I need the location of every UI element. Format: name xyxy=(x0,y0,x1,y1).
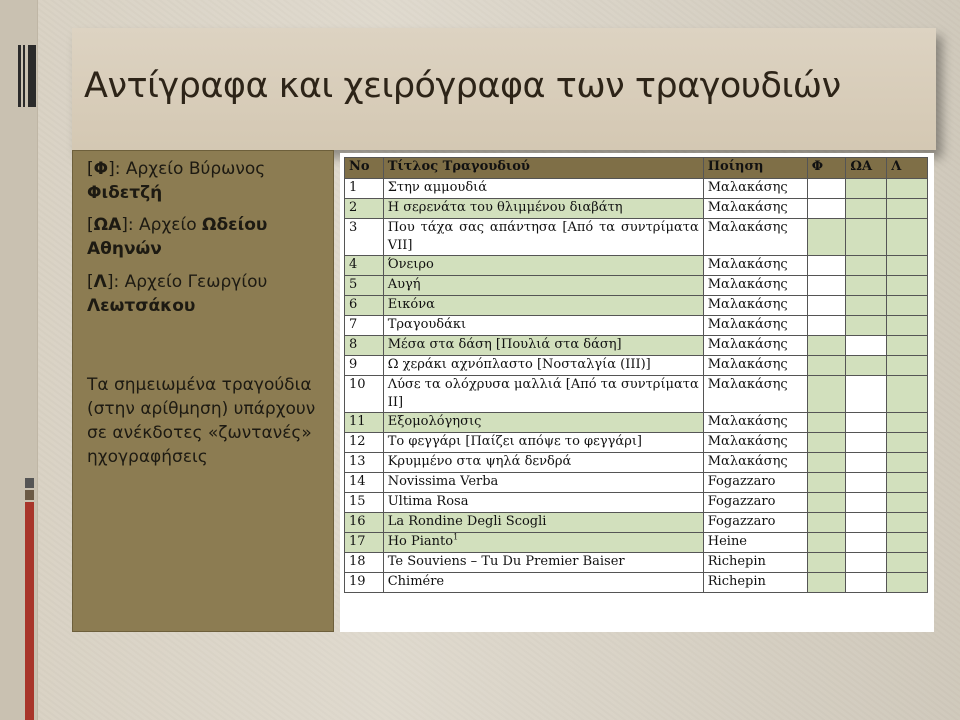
song-title-text: Τραγουδάκι xyxy=(387,317,467,332)
song-poet: Fogazzaro xyxy=(703,513,807,533)
table-row xyxy=(345,473,928,493)
archive-cell-l xyxy=(887,413,928,433)
row-number: 7 xyxy=(345,316,384,336)
song-title xyxy=(383,276,703,296)
archive-cell-l xyxy=(887,513,928,533)
archive-cell-oa xyxy=(846,336,887,356)
archive-cell-oa xyxy=(846,513,887,533)
song-title xyxy=(383,356,703,376)
archive-cell-l xyxy=(887,276,928,296)
archive-cell-phi xyxy=(807,296,846,316)
table-row xyxy=(345,453,928,473)
row-number: 15 xyxy=(345,493,384,513)
column-header-title: Τίτλος Τραγουδιού xyxy=(383,158,703,179)
song-title xyxy=(383,219,703,256)
archive-cell-oa xyxy=(846,493,887,513)
song-poet: Μαλακάσης xyxy=(703,433,807,453)
table-row xyxy=(345,336,928,356)
table-row xyxy=(345,219,928,256)
song-poet: Heine xyxy=(703,533,807,553)
legend-item-l: [Λ]: Αρχείο Γεωργίου Λεωτσάκου xyxy=(87,271,268,316)
archive-cell-l xyxy=(887,179,928,199)
archive-cell-oa xyxy=(846,413,887,433)
song-poet: Μαλακάσης xyxy=(703,413,807,433)
song-title-text: Κρυμμένο στα ψηλά δενδρά xyxy=(387,454,572,469)
song-poet: Μαλακάσης xyxy=(703,336,807,356)
row-number: 12 xyxy=(345,433,384,453)
archive-cell-l xyxy=(887,473,928,493)
song-title-text: Ultima Rosa xyxy=(387,494,469,509)
archive-cell-l xyxy=(887,356,928,376)
archive-cell-phi xyxy=(807,433,846,453)
table-row xyxy=(345,553,928,573)
legend-code-oa: ΩΑ xyxy=(93,215,122,236)
archive-cell-oa xyxy=(846,376,887,413)
song-title xyxy=(383,336,703,356)
song-poet: Fogazzaro xyxy=(703,473,807,493)
song-poet: Fogazzaro xyxy=(703,493,807,513)
table-header-row xyxy=(345,158,928,179)
song-title-text: Στην αμμουδιά xyxy=(387,180,488,195)
song-poet: Μαλακάσης xyxy=(703,199,807,219)
legend-archive-name: Ωδείου Αθηνών xyxy=(87,215,268,260)
row-number: 14 xyxy=(345,473,384,493)
archive-cell-l xyxy=(887,533,928,553)
archive-cell-l xyxy=(887,256,928,276)
archive-cell-phi xyxy=(807,533,846,553)
archive-cell-oa xyxy=(846,573,887,593)
song-title-text: Ω χεράκι αχνόπλαστο [Νοσταλγία (ΙΙΙ)] xyxy=(387,357,651,372)
archive-cell-oa xyxy=(846,296,887,316)
song-title-text: Εξομολόγησις xyxy=(387,414,482,429)
archive-cell-phi xyxy=(807,473,846,493)
song-poet: Μαλακάσης xyxy=(703,219,807,256)
archive-cell-oa xyxy=(846,276,887,296)
archive-cell-l xyxy=(887,296,928,316)
archive-cell-l xyxy=(887,219,928,256)
archive-cell-phi xyxy=(807,493,846,513)
song-title xyxy=(383,573,703,593)
table-row xyxy=(345,256,928,276)
archive-cell-phi xyxy=(807,513,846,533)
table-row xyxy=(345,513,928,533)
row-number: 9 xyxy=(345,356,384,376)
legend-code-phi: Φ xyxy=(93,159,109,179)
row-number: 18 xyxy=(345,553,384,573)
song-title xyxy=(383,376,703,413)
legend-archive-name: Φιδετζή xyxy=(87,183,163,204)
song-poet: Μαλακάσης xyxy=(703,356,807,376)
archive-cell-phi xyxy=(807,256,846,276)
table-row xyxy=(345,276,928,296)
legend-item-phi: [Φ]: Αρχείο Βύρωνος Φιδετζή xyxy=(87,159,266,204)
archive-cell-l xyxy=(887,433,928,453)
archive-cell-phi xyxy=(807,553,846,573)
archive-cell-phi xyxy=(807,276,846,296)
song-title-text: La Rondine Degli Scogli xyxy=(387,514,547,529)
song-title-text: Μέσα στα δάση [Πουλιά στα δάση] xyxy=(387,337,622,352)
table-row xyxy=(345,199,928,219)
legend-note: Τα σημειωμένα τραγούδια (στην αρίθμηση) υπάρχουν σε ανέκδοτες «ζωντανές» ηχογραφήσεις xyxy=(87,374,316,468)
song-title xyxy=(383,179,703,199)
archive-cell-l xyxy=(887,453,928,473)
song-title xyxy=(383,296,703,316)
song-title xyxy=(383,533,703,553)
row-number: 13 xyxy=(345,453,384,473)
song-title xyxy=(383,473,703,493)
song-poet: Μαλακάσης xyxy=(703,256,807,276)
table-row xyxy=(345,433,928,453)
song-title xyxy=(383,316,703,336)
song-poet: Μαλακάσης xyxy=(703,453,807,473)
song-title xyxy=(383,433,703,453)
archive-cell-oa xyxy=(846,553,887,573)
archive-cell-l xyxy=(887,316,928,336)
song-title-text: Όνειρο xyxy=(387,257,434,272)
archive-cell-phi xyxy=(807,219,846,256)
row-number: 17 xyxy=(345,533,384,553)
column-header-poet: Ποίηση xyxy=(703,158,807,179)
songs-table xyxy=(344,157,928,593)
archive-cell-oa xyxy=(846,433,887,453)
row-number: 6 xyxy=(345,296,384,316)
songs-table-container xyxy=(340,153,934,632)
row-number: 10 xyxy=(345,376,384,413)
song-title xyxy=(383,513,703,533)
decorative-vertical-lines xyxy=(18,45,40,107)
archive-cell-l xyxy=(887,493,928,513)
song-title xyxy=(383,453,703,473)
archive-cell-oa xyxy=(846,356,887,376)
song-title-text: Εικόνα xyxy=(387,297,435,312)
legend-archive-name: Λεωτσάκου xyxy=(87,295,196,316)
archive-cell-phi xyxy=(807,336,846,356)
archive-cell-l xyxy=(887,336,928,356)
song-title-text: Αυγή xyxy=(387,277,421,292)
archive-cell-phi xyxy=(807,376,846,413)
legend-panel xyxy=(72,150,334,632)
archive-cell-phi xyxy=(807,356,846,376)
song-title-text: Chimére xyxy=(387,574,445,589)
row-number: 19 xyxy=(345,573,384,593)
decorative-red-bar xyxy=(25,478,34,488)
song-poet: Μαλακάσης xyxy=(703,316,807,336)
column-header-no: No xyxy=(345,158,384,179)
archive-cell-oa xyxy=(846,316,887,336)
song-poet: Μαλακάσης xyxy=(703,276,807,296)
song-title-text: Ho Pianto xyxy=(387,534,454,549)
row-number: 3 xyxy=(345,219,384,256)
archive-cell-oa xyxy=(846,219,887,256)
song-poet: Μαλακάσης xyxy=(703,296,807,316)
row-number: 11 xyxy=(345,413,384,433)
song-title-text: Το φεγγάρι [Παίζει απόψε το φεγγάρι] xyxy=(387,434,642,449)
table-row xyxy=(345,493,928,513)
archive-cell-oa xyxy=(846,473,887,493)
table-row xyxy=(345,376,928,413)
archive-cell-phi xyxy=(807,573,846,593)
table-row xyxy=(345,316,928,336)
song-title xyxy=(383,256,703,276)
song-title xyxy=(383,413,703,433)
archive-cell-l xyxy=(887,573,928,593)
archive-cell-phi xyxy=(807,413,846,433)
table-row xyxy=(345,533,928,553)
title-bar xyxy=(72,28,936,150)
row-number: 16 xyxy=(345,513,384,533)
archive-cell-phi xyxy=(807,453,846,473)
row-number: 1 xyxy=(345,179,384,199)
archive-cell-oa xyxy=(846,453,887,473)
column-header-phi: Φ xyxy=(807,158,846,179)
song-title-text: Novissima Verba xyxy=(387,474,499,489)
table-row xyxy=(345,356,928,376)
decorative-red-bar-2 xyxy=(25,490,34,500)
legend-code-l: Λ xyxy=(93,271,107,292)
song-title xyxy=(383,199,703,219)
row-number: 2 xyxy=(345,199,384,219)
song-title-text: Te Souviens – Tu Du Premier Baiser xyxy=(387,554,625,569)
row-number: 8 xyxy=(345,336,384,356)
song-poet: Richepin xyxy=(703,553,807,573)
archive-cell-oa xyxy=(846,199,887,219)
archive-cell-oa xyxy=(846,179,887,199)
song-poet: Μαλακάσης xyxy=(703,179,807,199)
archive-cell-oa xyxy=(846,256,887,276)
archive-cell-phi xyxy=(807,199,846,219)
table-row xyxy=(345,179,928,199)
archive-cell-oa xyxy=(846,533,887,553)
slide-title: Αντίγραφα και χειρόγραφα των τραγουδιών xyxy=(84,66,841,106)
archive-cell-l xyxy=(887,553,928,573)
song-title xyxy=(383,553,703,573)
archive-cell-phi xyxy=(807,316,846,336)
decorative-red-bar-3 xyxy=(25,502,34,720)
table-row xyxy=(345,573,928,593)
table-row xyxy=(345,296,928,316)
song-title xyxy=(383,493,703,513)
table-body xyxy=(345,179,928,593)
table-row xyxy=(345,413,928,433)
column-header-oa: ΩΑ xyxy=(846,158,887,179)
legend-item-oa: [ΩΑ]: Αρχείο Ωδείου Αθηνών xyxy=(87,215,268,260)
row-number: 4 xyxy=(345,256,384,276)
footnote-marker: 1 xyxy=(453,532,459,542)
archive-cell-l xyxy=(887,199,928,219)
song-poet: Μαλακάσης xyxy=(703,376,807,413)
archive-cell-l xyxy=(887,376,928,413)
song-poet: Richepin xyxy=(703,573,807,593)
archive-cell-phi xyxy=(807,179,846,199)
song-title-text: Η σερενάτα του θλιμμένου διαβάτη xyxy=(387,200,623,215)
song-title-text: Λύσε τα ολόχρυσα μαλλιά [Από τα συντρίματα ΙΙ] xyxy=(387,377,699,410)
song-title-text: Που τάχα σας απάντησα [Από τα συντρίματα VII] xyxy=(387,220,699,253)
column-header-l: Λ xyxy=(887,158,928,179)
row-number: 5 xyxy=(345,276,384,296)
